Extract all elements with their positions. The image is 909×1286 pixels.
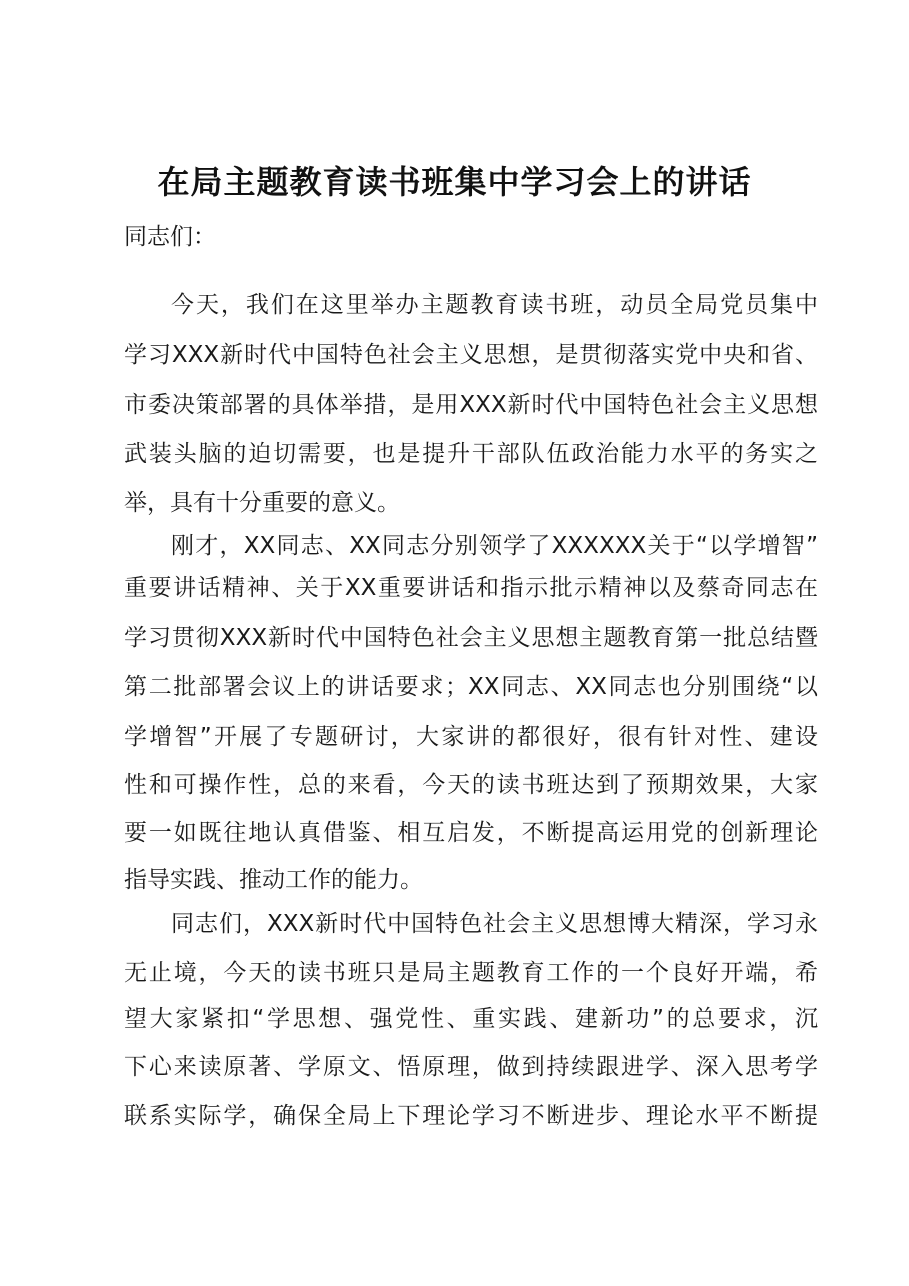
paragraph-2-line-1: 刚才，XX同志、XX同志分别领学了XXXXXX关于“以学增智”	[171, 533, 818, 559]
paragraph-2-line-2: 重要讲话精神、关于XX重要讲话和指示批示精神以及蔡奇同志在	[124, 575, 818, 601]
paragraph-3-line-2: 无止境，今天的读书班只是局主题教育工作的一个良好开端，希	[124, 960, 818, 986]
document-title: 在局主题教育读书班集中学习会上的讲话	[157, 163, 752, 201]
paragraph-1-line-1: 今天，我们在这里举办主题教育读书班，动员全局党员集中	[171, 292, 818, 318]
paragraph-2-line-7: 要一如既往地认真借鉴、相互启发，不断提高运用党的创新理论	[124, 820, 818, 846]
paragraph-3-line-1: 同志们，XXX新时代中国特色社会主义思想博大精深，学习永	[171, 911, 818, 937]
paragraph-1-line-5: 举，具有十分重要的意义。	[124, 490, 400, 516]
paragraph-3-line-3: 望大家紧扣“学思想、强党性、重实践、建新功”的总要求，沉	[124, 1006, 818, 1032]
paragraph-1-line-4: 武装头脑的迫切需要，也是提升干部队伍政治能力水平的务实之	[124, 441, 818, 467]
paragraph-2-line-6: 性和可操作性，总的来看，今天的读书班达到了预期效果，大家	[124, 772, 818, 798]
paragraph-2-line-4: 第二批部署会议上的讲话要求；XX同志、XX同志也分别围绕“以	[124, 674, 818, 700]
paragraph-3-line-4: 下心来读原著、学原文、悟原理，做到持续跟进学、深入思考学	[124, 1054, 818, 1080]
salutation: 同志们：	[124, 224, 216, 250]
paragraph-3-line-5: 联系实际学，确保全局上下理论学习不断进步、理论水平不断提	[124, 1103, 818, 1129]
paragraph-2-line-5: 学增智”开展了专题研讨，大家讲的都很好，很有针对性、建设	[124, 724, 818, 750]
paragraph-2-line-8: 指导实践、推动工作的能力。	[124, 867, 423, 893]
paragraph-2-line-3: 学习贯彻XXX新时代中国特色社会主义思想主题教育第一批总结暨	[124, 625, 818, 651]
paragraph-1-line-3: 市委决策部署的具体举措，是用XXX新时代中国特色社会主义思想	[124, 392, 818, 418]
paragraph-1-line-2: 学习XXX新时代中国特色社会主义思想，是贯彻落实党中央和省、	[124, 342, 818, 368]
